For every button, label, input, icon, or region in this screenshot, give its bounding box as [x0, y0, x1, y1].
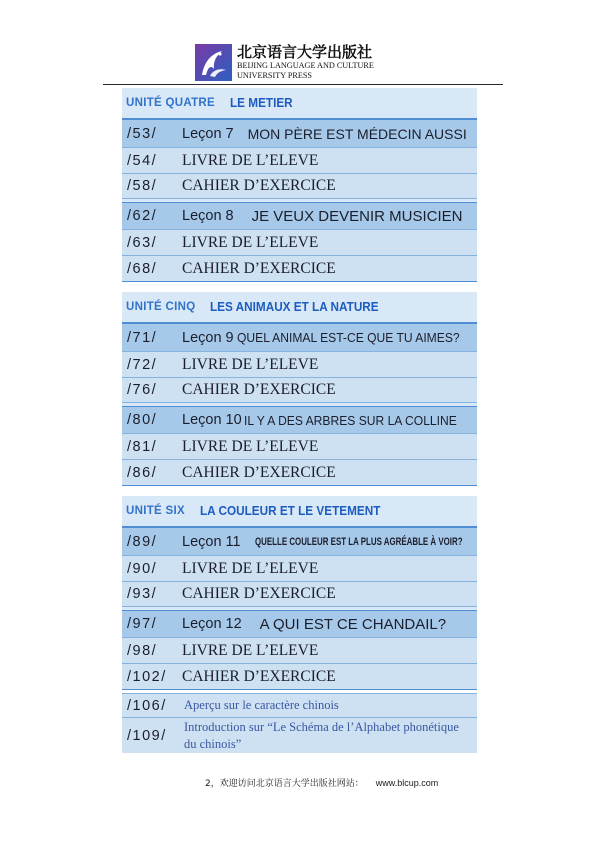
- unit-section: [122, 496, 477, 690]
- entry-label: CAHIER D’EXERCICE: [182, 667, 336, 685]
- lesson-label: Leçon 9: [182, 329, 234, 346]
- page-number: /63/: [127, 234, 158, 251]
- page-number: /102/: [127, 668, 167, 685]
- page-number: /109/: [127, 727, 167, 744]
- toc-entry-row: [122, 460, 477, 486]
- page-number: /54/: [127, 152, 158, 169]
- lesson-label: Leçon 7: [182, 125, 234, 142]
- footer-url: www.blcup.com: [375, 778, 439, 788]
- lesson-label: Leçon 11: [182, 533, 241, 550]
- lesson-title: JE VEUX DEVENIR MUSICIEN: [251, 207, 463, 225]
- toc-entry-row: [122, 582, 477, 607]
- page-number: /72/: [127, 356, 158, 373]
- lesson-title: QUELLE COULEUR EST LA PLUS AGRÉABLE À VOIR?: [254, 535, 463, 548]
- appendix-row: [122, 694, 477, 718]
- entry-label: LIVRE DE L’ELEVE: [182, 151, 319, 169]
- page-number: /76/: [127, 382, 158, 398]
- unit-header: [122, 88, 477, 120]
- entry-label: LIVRE DE L’ELEVE: [182, 641, 319, 659]
- page-number: /98/: [127, 642, 158, 659]
- lesson-label: Leçon 10: [182, 412, 242, 428]
- entry-label: CAHIER D’EXERCICE: [182, 585, 336, 602]
- toc-entry-row: [122, 148, 477, 174]
- press-logo-icon: [195, 44, 232, 81]
- page-number: /90/: [127, 560, 158, 577]
- entry-label: LIVRE DE L’ELEVE: [182, 437, 319, 455]
- page-number: /71/: [127, 329, 158, 346]
- toc-entry-row: [122, 352, 477, 378]
- toc-entry-row: [122, 378, 477, 403]
- footer-text: 2，欢迎访问北京语言大学出版社网站：: [205, 779, 364, 789]
- entry-label: LIVRE DE L’ELEVE: [182, 233, 319, 251]
- lesson-label: Leçon 8: [182, 208, 234, 224]
- unit-title: LA COULEUR ET LE VETEMENT: [199, 504, 381, 518]
- page-number: /106/: [127, 697, 167, 714]
- toc-entry-row: [122, 174, 477, 199]
- lesson-label: Leçon 12: [182, 616, 242, 632]
- unit-label: UNITÉ CINQ: [126, 301, 196, 313]
- lesson-row: [122, 203, 477, 230]
- page-number: /62/: [127, 208, 158, 224]
- toc-entry-row: [122, 434, 477, 460]
- unit-header: [122, 292, 477, 324]
- unit-title: LES ANIMAUX ET LA NATURE: [210, 300, 380, 314]
- entry-label: CAHIER D’EXERCICE: [182, 463, 336, 481]
- entry-label: CAHIER D’EXERCICE: [182, 259, 336, 277]
- toc-entry-row: [122, 638, 477, 664]
- page-footer: [205, 777, 438, 789]
- page-number: /53/: [127, 125, 158, 142]
- appendix-row: [122, 718, 477, 753]
- unit-header: [122, 496, 477, 528]
- entry-label: CAHIER D’EXERCICE: [182, 177, 336, 194]
- unit-label: UNITÉ QUATRE: [126, 97, 215, 109]
- lesson-title: MON PÈRE EST MÉDECIN AUSSI: [247, 125, 467, 142]
- page-number: /80/: [127, 412, 158, 428]
- unit-section: [122, 88, 477, 282]
- lesson-title: QUEL ANIMAL EST-CE QUE TU AIMES?: [236, 330, 460, 345]
- page-number: /58/: [127, 178, 158, 194]
- page-number: /81/: [127, 438, 158, 455]
- lesson-title: IL Y A DES ARBRES SUR LA COLLINE: [243, 412, 457, 428]
- lesson-row: [122, 407, 477, 434]
- toc-entry-row: [122, 556, 477, 582]
- unit-title: LE METIER: [230, 96, 293, 110]
- page-number: /97/: [127, 616, 158, 632]
- publisher-name-chinese: 北京语言大学出版社: [237, 43, 373, 61]
- lesson-row: [122, 611, 477, 638]
- page-number: /68/: [127, 260, 158, 277]
- unit-section: [122, 292, 477, 486]
- toc-entry-row: [122, 664, 477, 690]
- page-number: /93/: [127, 586, 158, 602]
- entry-label: CAHIER D’EXERCICE: [182, 381, 336, 398]
- appendix-section: [122, 693, 477, 753]
- toc-entry-row: [122, 230, 477, 256]
- lesson-row: [122, 528, 477, 556]
- lesson-title: A QUI EST CE CHANDAIL?: [259, 615, 447, 633]
- publisher-name-english-line1: BEIJING LANGUAGE AND CULTURE: [237, 61, 374, 70]
- appendix-label: Aperçu sur le caractère chinois: [184, 698, 339, 712]
- entry-label: LIVRE DE L’ELEVE: [182, 559, 319, 577]
- publisher-name-english-line2: UNIVERSITY PRESS: [237, 71, 312, 80]
- table-of-contents: [122, 88, 477, 753]
- lesson-row: [122, 120, 477, 148]
- appendix-label: Introduction sur “Le Schéma de l’Alphabet phonétique du chinois”: [184, 719, 459, 751]
- header-rule: [103, 84, 503, 85]
- entry-label: LIVRE DE L’ELEVE: [182, 355, 319, 373]
- unit-label: UNITÉ SIX: [126, 505, 185, 517]
- page-number: /89/: [127, 533, 158, 550]
- page-number: /86/: [127, 464, 158, 481]
- lesson-row: [122, 324, 477, 352]
- toc-entry-row: [122, 256, 477, 282]
